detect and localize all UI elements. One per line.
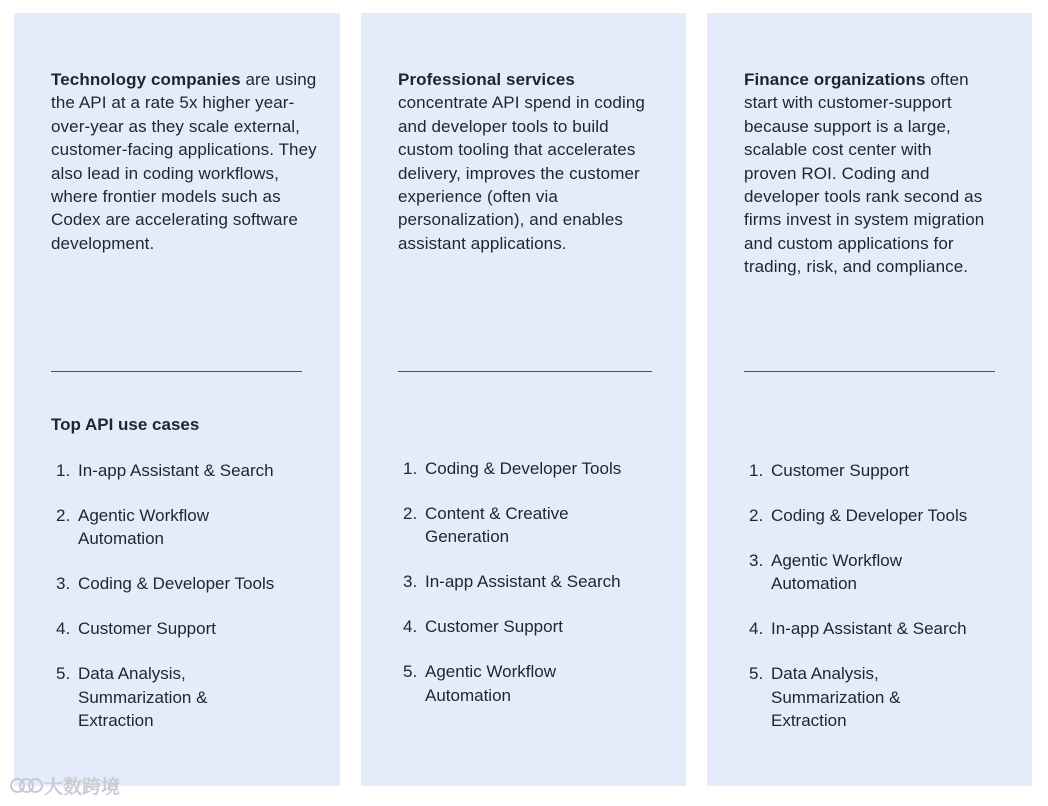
item-number: 3. [749, 551, 764, 570]
list-item [56, 459, 316, 482]
list-title: Top API use cases [51, 415, 200, 434]
item-text: Data Analysis, Summarization & Extraction [771, 664, 901, 731]
list-item [749, 549, 1009, 596]
use-case-list [749, 459, 1009, 754]
item-text: Content & Creative Generation [425, 504, 569, 547]
list-item [56, 504, 316, 551]
item-text: Agentic Workflow Automation [771, 551, 903, 594]
list-item [403, 615, 663, 638]
item-text: Agentic Workflow Automation [425, 662, 557, 705]
card-description [398, 68, 668, 255]
item-number: 3. [56, 574, 71, 594]
list-item [56, 662, 316, 732]
card-body: are using the API at a rate 5x higher year-over-year as they scale external, customer-facing applications. They also lead in coding workflows, where frontier models such as Codex are accelerating software development. [51, 70, 317, 253]
item-number: 1. [403, 459, 418, 478]
list-item [403, 570, 663, 593]
divider [398, 371, 652, 372]
item-text: Coding & Developer Tools [78, 574, 275, 594]
item-text: In-app Assistant & Search [771, 619, 967, 639]
item-number: 3. [403, 572, 418, 592]
list-item [749, 617, 1009, 640]
card-heading: Finance organizations [744, 70, 926, 89]
item-text: In-app Assistant & Search [78, 461, 274, 480]
item-text: In-app Assistant & Search [425, 572, 621, 592]
item-text: Customer Support [771, 461, 909, 480]
watermark-logo-icon [10, 776, 40, 796]
list-item [749, 662, 1009, 732]
item-number: 2. [56, 506, 71, 525]
item-number: 2. [749, 506, 764, 525]
card-technology [14, 13, 340, 786]
card-description [744, 68, 989, 279]
item-number: 4. [749, 619, 764, 639]
item-number: 1. [56, 461, 71, 480]
use-case-list [403, 457, 663, 729]
item-number: 4. [403, 617, 418, 637]
item-text: Customer Support [425, 617, 563, 637]
item-number: 2. [403, 504, 418, 523]
item-number: 5. [749, 664, 764, 684]
item-text: Coding & Developer Tools [425, 459, 622, 478]
divider [51, 371, 302, 372]
card-body: often start with customer-support because support is a large, scalable cost center with proven ROI. Coding and developer tools rank second as firms invest in system migration and custom applications for trading, risk, and compliance. [744, 70, 985, 277]
item-number: 1. [749, 461, 764, 480]
list-item [56, 572, 316, 595]
list-item [749, 459, 1009, 482]
card-heading: Professional services [398, 70, 575, 89]
item-text: Data Analysis, Summarization & Extraction [78, 664, 208, 731]
card-description [51, 68, 321, 255]
list-item [403, 660, 663, 707]
list-item [749, 504, 1009, 527]
list-item [56, 617, 316, 640]
item-text: Coding & Developer Tools [771, 506, 968, 525]
divider [744, 371, 995, 372]
watermark-text: 大数跨境 [44, 777, 121, 798]
watermark [10, 772, 120, 799]
card-professional-services [361, 13, 686, 786]
card-finance [707, 13, 1032, 786]
card-heading: Technology companies [51, 70, 241, 89]
item-text: Customer Support [78, 619, 216, 639]
item-number: 4. [56, 619, 71, 639]
item-number: 5. [403, 662, 418, 682]
item-text: Agentic Workflow Automation [78, 506, 210, 549]
item-number: 5. [56, 664, 71, 684]
card-body: concentrate API spend in coding and developer tools to build custom tooling that accelerates delivery, improves the customer experience (often via personalization), and enables assistant applications. [398, 93, 645, 253]
use-case-list [56, 459, 316, 754]
list-item [403, 457, 663, 480]
list-item [403, 502, 663, 549]
